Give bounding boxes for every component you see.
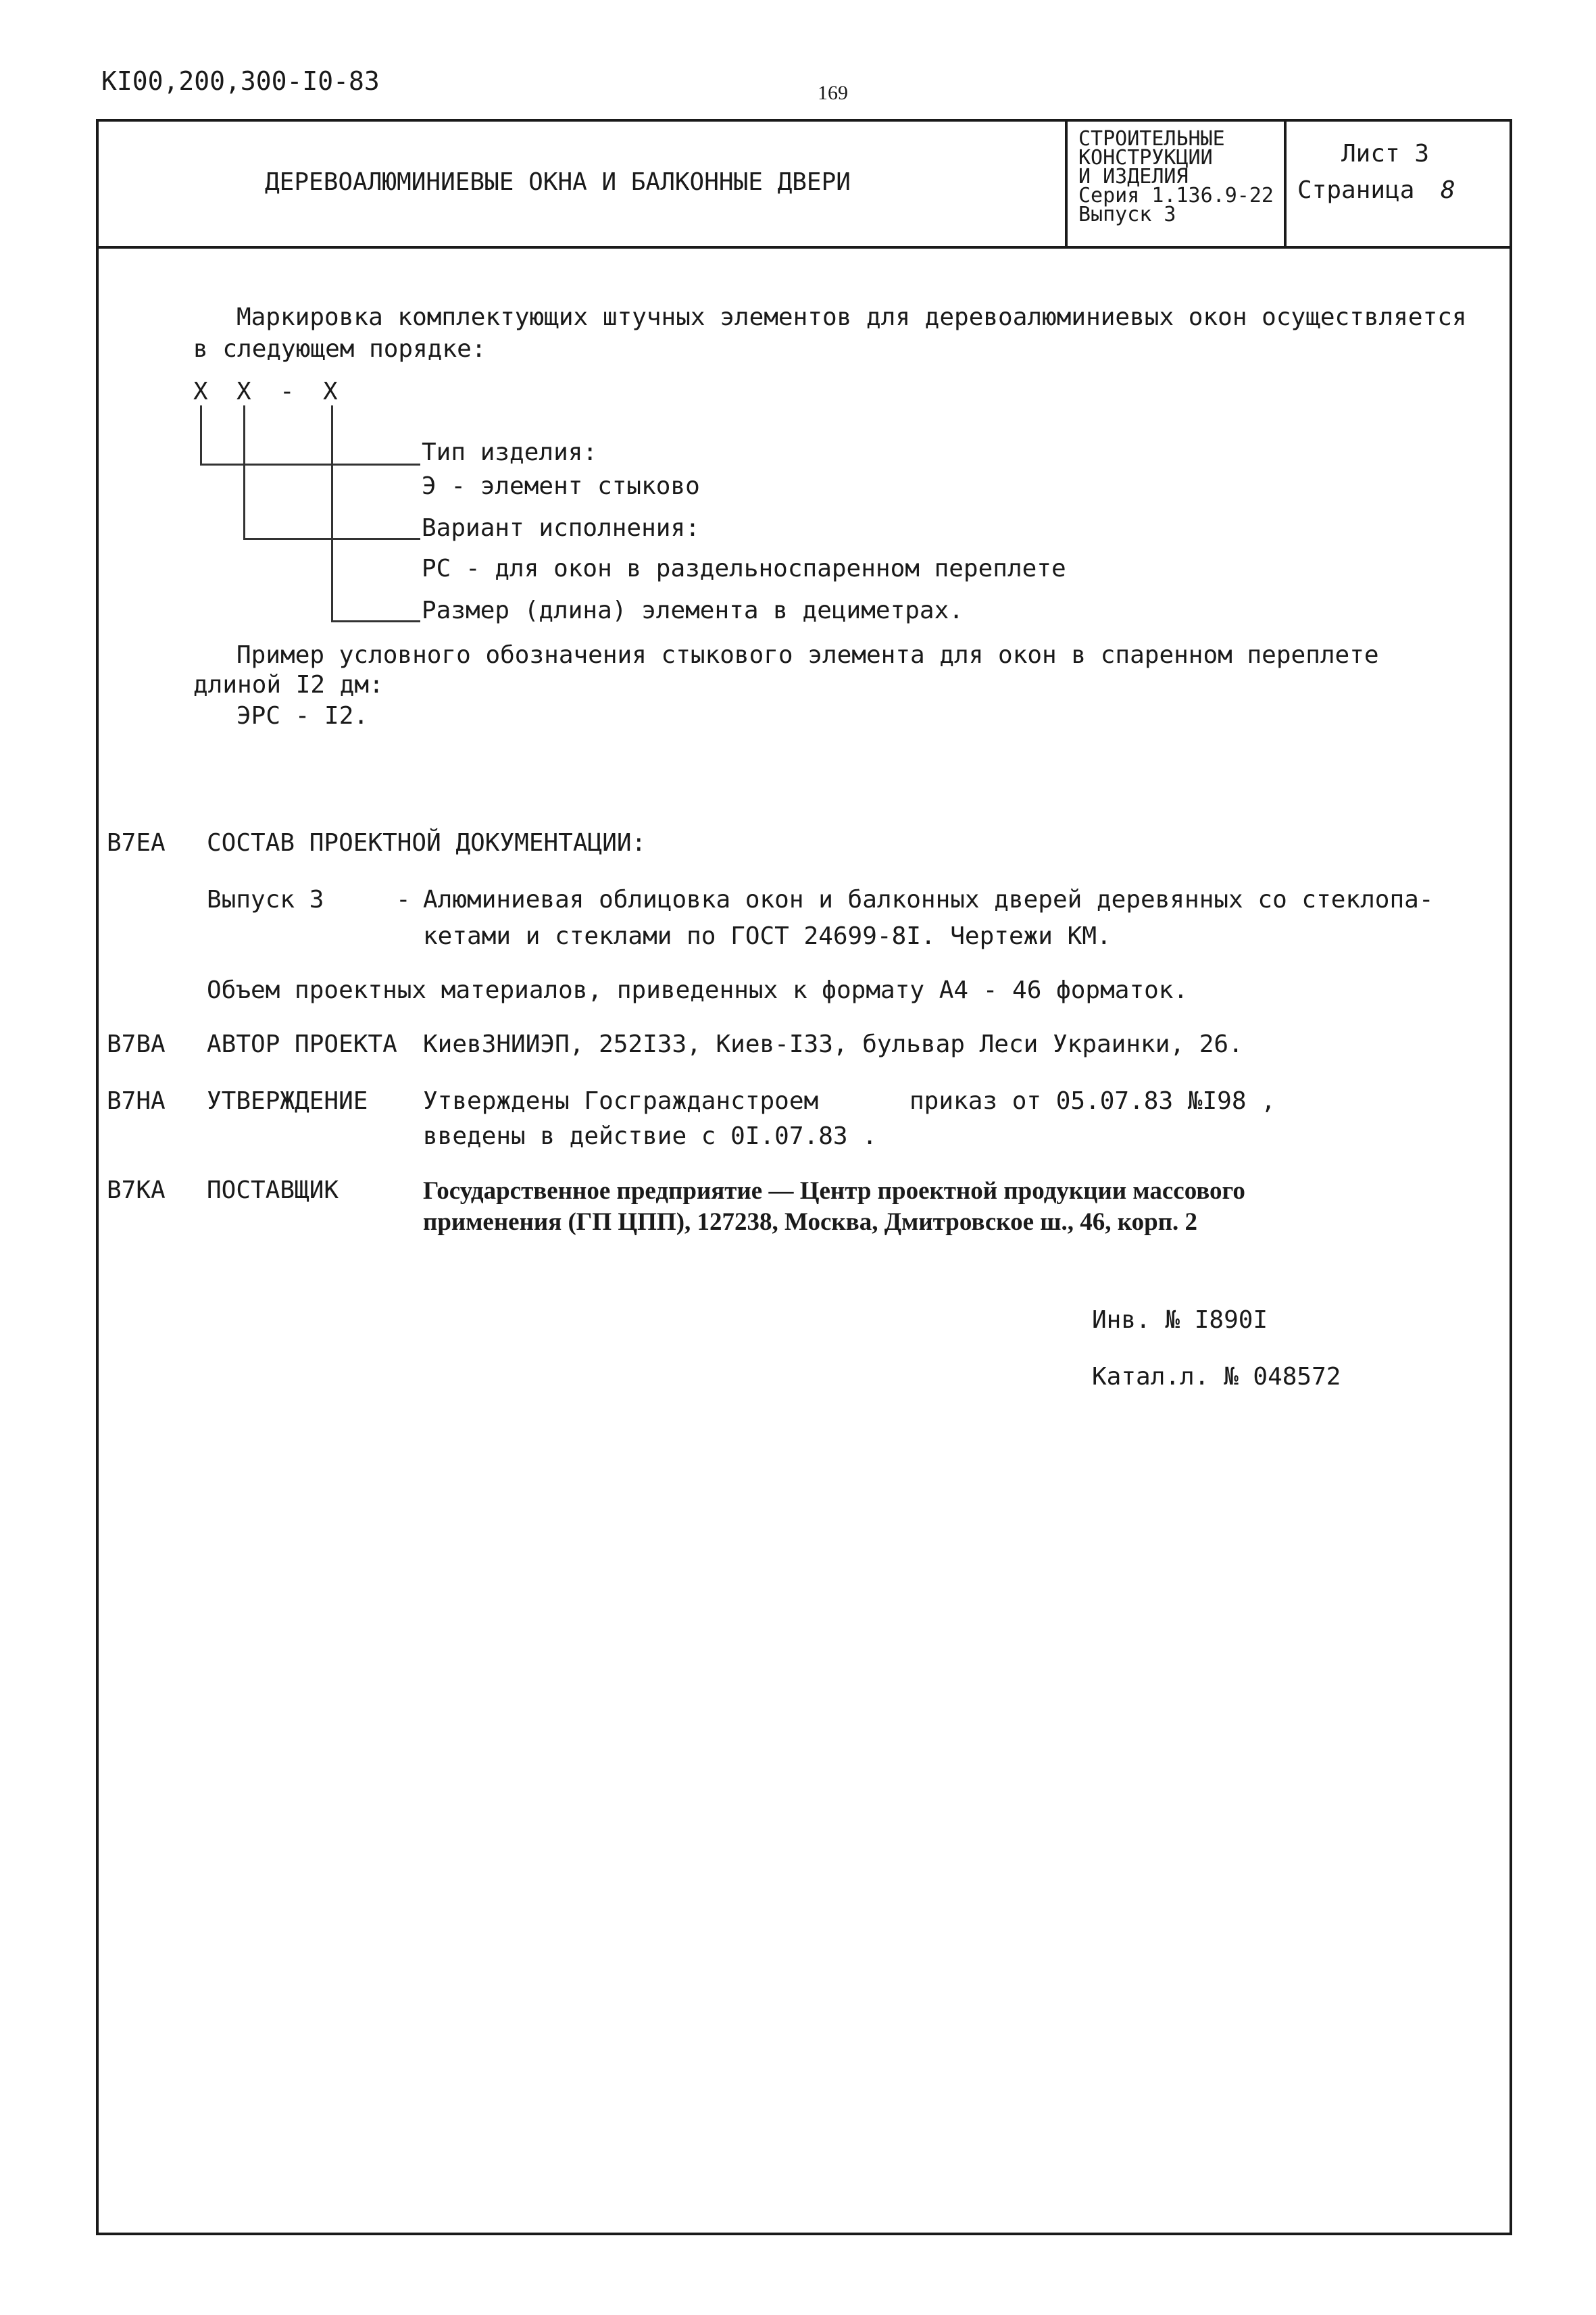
- b7ha-label: УТВЕРЖДЕНИЕ: [207, 1087, 368, 1115]
- b7ba-label: АВТОР ПРОЕКТА: [207, 1030, 397, 1058]
- scheme-line-h1: [200, 464, 420, 466]
- scheme-line-h2: [243, 538, 420, 540]
- b7ha-code: В7НА: [107, 1087, 166, 1115]
- issue-text-2: кетами и стеклами по ГОСТ 24699-8I. Чертежи КМ.: [423, 922, 1112, 950]
- issue-label: Выпуск 3: [207, 886, 324, 914]
- volume-text: Объем проектных материалов, приведенных к формату А4 - 46 форматок.: [207, 976, 1189, 1004]
- series-line-3: И ИЗДЕЛИЯ: [1078, 165, 1189, 189]
- example-line-1: Пример условного обозначения стыкового элемента для окон в спаренном переплете: [236, 641, 1379, 669]
- scheme-dash: -: [280, 378, 295, 405]
- variant-label: Вариант исполнения:: [422, 514, 700, 542]
- page-value: 8: [1441, 176, 1455, 204]
- scheme-x1: Х: [193, 378, 208, 405]
- header-bottom-line: [96, 246, 1512, 249]
- b7ba-text: КиевЗНИИЭП, 252I33, Киев-I33, бульвар Леси Украинки, 26.: [423, 1030, 1243, 1058]
- sheet-label: Лист 3: [1341, 140, 1430, 168]
- scheme-x2: Х: [236, 378, 251, 405]
- scheme-x3: Х: [323, 378, 338, 405]
- b7ka-text-1: Государственное предприятие — Центр проектной продукции массового: [423, 1177, 1245, 1205]
- series-line-2: КОНСТРУКЦИИ: [1078, 146, 1213, 170]
- b7ka-text-2: применения (ГП ЦПП), 127238, Москва, Дмитровское ш., 46, корп. 2: [423, 1208, 1198, 1236]
- page-number: 169: [818, 82, 848, 104]
- header-divider-2: [1284, 119, 1287, 247]
- scheme-line-h3: [331, 620, 420, 622]
- issue-dash: -: [396, 886, 411, 914]
- series-line-1: СТРОИТЕЛЬНЫЕ: [1078, 127, 1225, 151]
- series-line-5: Выпуск 3: [1078, 203, 1176, 226]
- marking-intro-2: в следующем порядке:: [193, 335, 487, 363]
- size-label: Размер (длина) элемента в дециметрах.: [422, 597, 964, 624]
- b7ha-text-1b: приказ от 05.07.83 №I98 ,: [909, 1087, 1276, 1115]
- issue-text-1: Алюминиевая облицовка окон и балконных дверей деревянных со стеклопа-: [423, 886, 1434, 914]
- header-divider-1: [1065, 119, 1068, 247]
- b7ha-text-2: введены в действие с 0I.07.83 .: [423, 1122, 877, 1150]
- series-block: [1078, 127, 1274, 226]
- page-label: Страница: [1297, 176, 1415, 204]
- type-value: Э - элемент стыково: [422, 472, 700, 500]
- b7ea-title: СОСТАВ ПРОЕКТНОЙ ДОКУМЕНТАЦИИ:: [207, 829, 647, 857]
- document-title: ДЕРЕВОАЛЮМИНИЕВЫЕ ОКНА И БАЛКОННЫЕ ДВЕРИ: [265, 168, 851, 196]
- document-code: КI00,200,300-I0-83: [101, 66, 380, 96]
- example-line-2: длиной I2 дм:: [193, 671, 384, 699]
- b7ka-label: ПОСТАВЩИК: [207, 1176, 339, 1204]
- b7ea-code: В7ЕА: [107, 829, 166, 857]
- b7ha-text-1a: Утверждены Госгражданстроем: [423, 1087, 819, 1115]
- marking-intro-1: Маркировка комплектующих штучных элементов для деревоалюминиевых окон осуществляется: [236, 303, 1467, 331]
- scheme-line-v1: [200, 405, 202, 465]
- inventory-number: Инв. № I890I: [1092, 1306, 1268, 1334]
- catalog-number: Катал.л. № 048572: [1092, 1363, 1341, 1391]
- example-code: ЭРС - I2.: [236, 702, 369, 730]
- scheme-line-v2: [243, 405, 245, 539]
- b7ka-code: В7КА: [107, 1176, 166, 1204]
- scheme-line-v3: [331, 405, 333, 622]
- b7ba-code: В7ВА: [107, 1030, 166, 1058]
- series-line-4: Серия 1.136.9-22: [1078, 184, 1274, 207]
- type-label: Тип изделия:: [422, 439, 598, 466]
- variant-value: РС - для окон в раздельноспаренном переплете: [422, 555, 1066, 582]
